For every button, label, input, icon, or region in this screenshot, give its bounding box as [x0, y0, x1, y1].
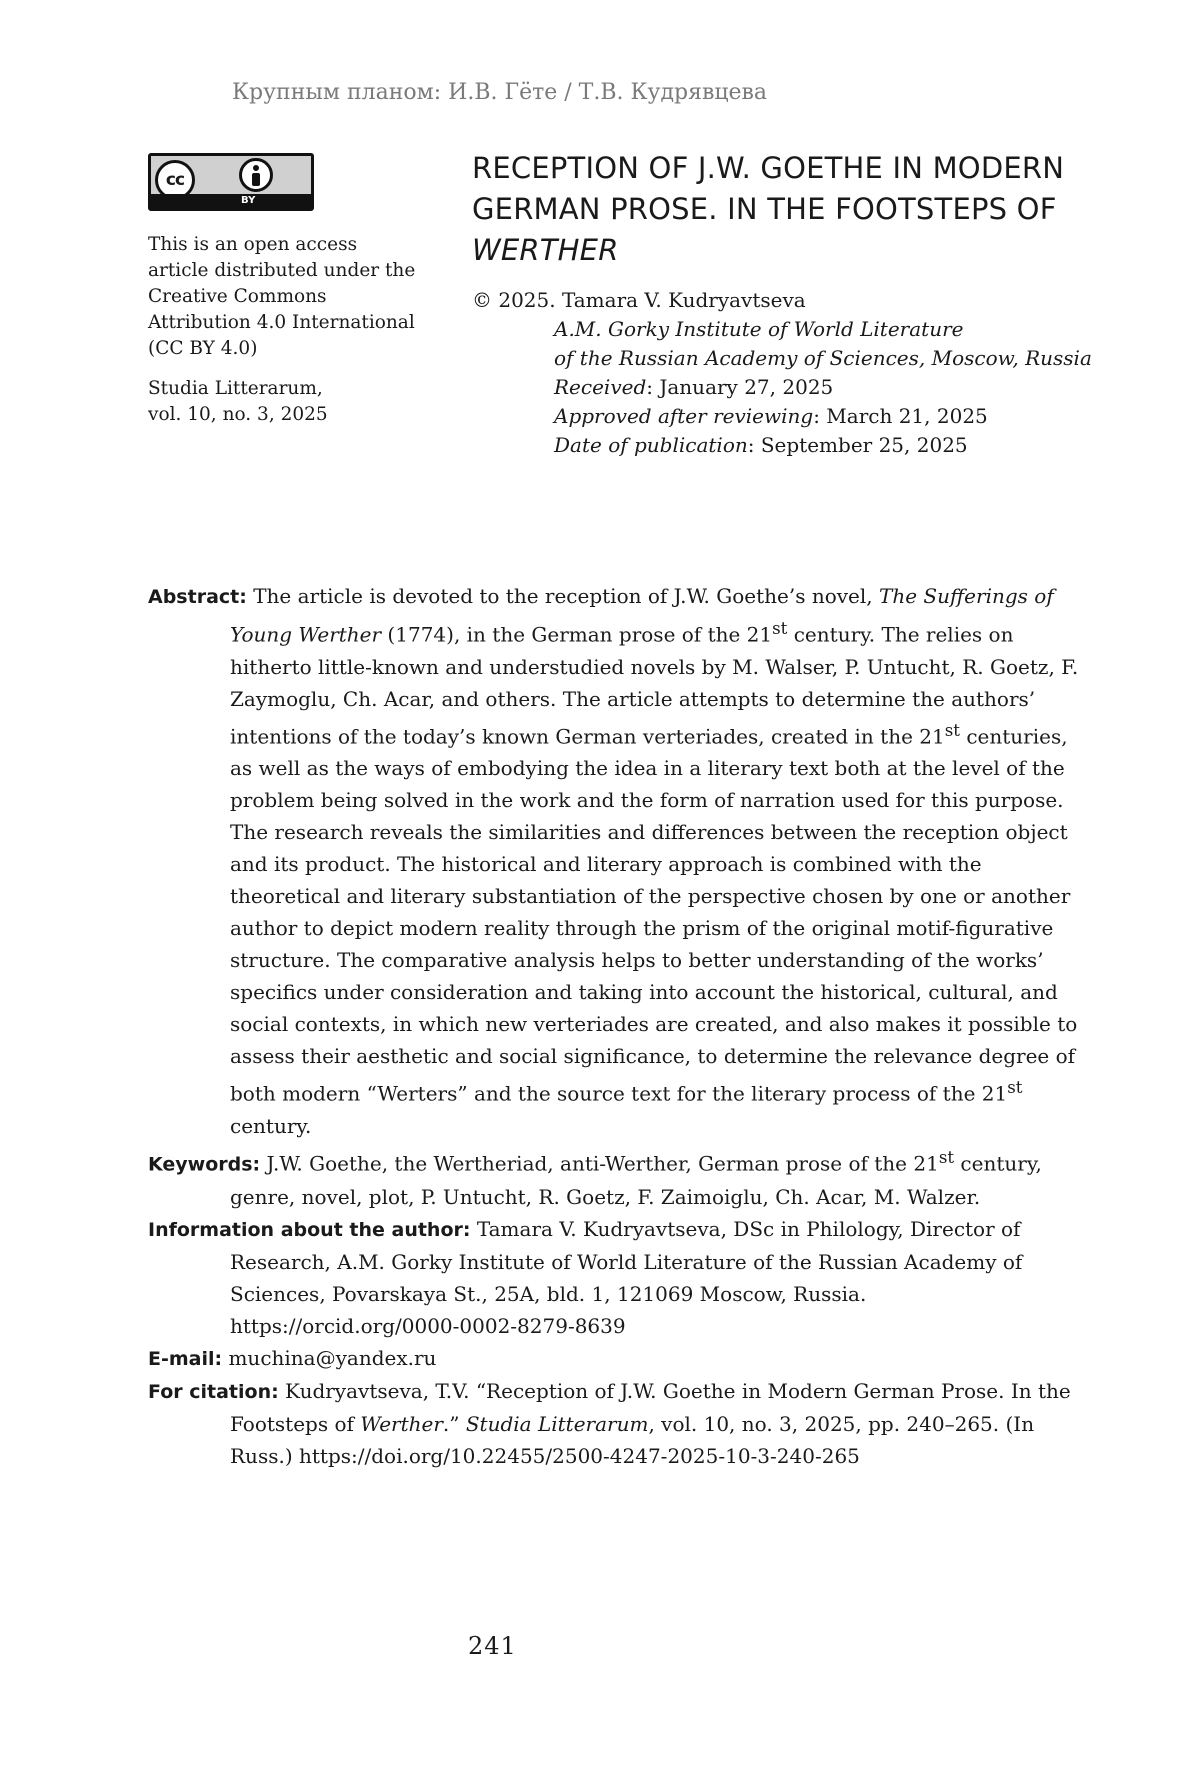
attribution-person-icon: [239, 158, 273, 192]
abstract-paragraph: Abstract: The article is devoted to the reception of J.W. Goethe’s novel, The Sufferings of Young Werther (1774), in the German prose of the 21st century. The relies on hitherto little-known and understudied novels by M. Walser, P. Untucht, R. Goetz, F. Zaymoglu, Ch. Acar, and others. The article attempts to determine the authors’ intentions of the today’s known German verteriades, created in the 21st centuries, as well as the ways of embodying the idea in a literary text both at the level of the problem being solved in the work and the form of narration used for this purpose. The research reveals the similarities and differences between the reception object and its product. The historical and literary approach is combined with the theoretical and literary substantiation of the perspective chosen by one or another author to depict modern reality through the prism of the original motif-figurative structure. The comparative analysis helps to better understanding of the works’ specifics under consideration and taking into account the historical, cultural, and social contexts, in which new verteriades are created, and also makes it possible to assess their aesthetic and social significance, to determine the relevance degree of both modern “Werters” and the source text for the literary process of the 21st century.: [148, 584, 1079, 1138]
license-sidebar: [148, 232, 418, 428]
email-paragraph: [148, 1342, 1093, 1375]
article-meta: [472, 286, 1092, 460]
cc-by-license-badge[interactable]: [148, 153, 314, 211]
journal-name: Studia Litterarum,: [148, 378, 323, 399]
affiliation-line-1: A.M. Gorky Institute of World Literature: [554, 317, 964, 341]
article-title: [472, 148, 1112, 271]
title-italic: WERTHER: [472, 233, 619, 267]
publication-date: Date of publication: September 25, 2025: [554, 433, 968, 457]
citation-label: For citation:: [148, 1380, 279, 1403]
license-text: This is an open access article distributed under the Creative Commons Attribution 4.0 International (CC BY 4.0): [148, 234, 416, 359]
badge-strip: [151, 194, 311, 208]
affiliation-line-2: of the Russian Academy of Sciences, Moscow, Russia: [554, 346, 1092, 370]
abstract-section: [148, 580, 1093, 1472]
by-label: BY: [241, 195, 256, 206]
approved-date: Approved after reviewing: March 21, 2025: [554, 404, 988, 428]
page-number: 241: [468, 1632, 517, 1660]
author-info-label: Information about the author:: [148, 1218, 471, 1241]
journal-issue: vol. 10, no. 3, 2025: [148, 404, 328, 425]
creative-commons-icon: cc: [155, 160, 195, 200]
keywords-paragraph: Keywords: J.W. Goethe, the Wertheriad, anti-Werther, German prose of the 21st century, genre, novel, plot, P. Untucht, R. Goetz, F. Zaimoiglu, Ch. Acar, M. Walzer.: [148, 1147, 1042, 1209]
title-main: RECEPTION OF J.W. GOETHE IN MODERN GERMAN PROSE. IN THE FOOTSTEPS OF: [472, 151, 1065, 226]
copyright-line: © 2025. Tamara V. Kudryavtseva: [472, 288, 806, 312]
email-link[interactable]: muchina@yandex.ru: [222, 1345, 437, 1370]
email-label: E-mail:: [148, 1347, 223, 1370]
citation-paragraph: For citation: Kudryavtseva, T.V. “Reception of J.W. Goethe in Modern German Prose. In the Footsteps of Werther.” Studia Litterarum, vol. 10, no. 3, 2025, pp. 240–265. (In Russ.) https://doi.org/10.22455/2500-4247-2025-10-3-240-265: [148, 1378, 1071, 1468]
keywords-label: Keywords:: [148, 1153, 261, 1176]
author-info-paragraph: Information about the author: Tamara V. Kudryavtseva, DSc in Philology, Director of Research, A.M. Gorky Institute of World Literature of the Russian Academy of Sciences, Povarskaya St., 25A, bld. 1, 121069 Moscow, Russia. https://orcid.org/0000-0002-8279-8639: [148, 1216, 1023, 1338]
received-date: Received: January 27, 2025: [554, 375, 834, 399]
running-header: Крупным планом: И.В. Гёте / Т.В. Кудрявцева: [232, 80, 768, 105]
abstract-label: Abstract:: [148, 586, 247, 608]
